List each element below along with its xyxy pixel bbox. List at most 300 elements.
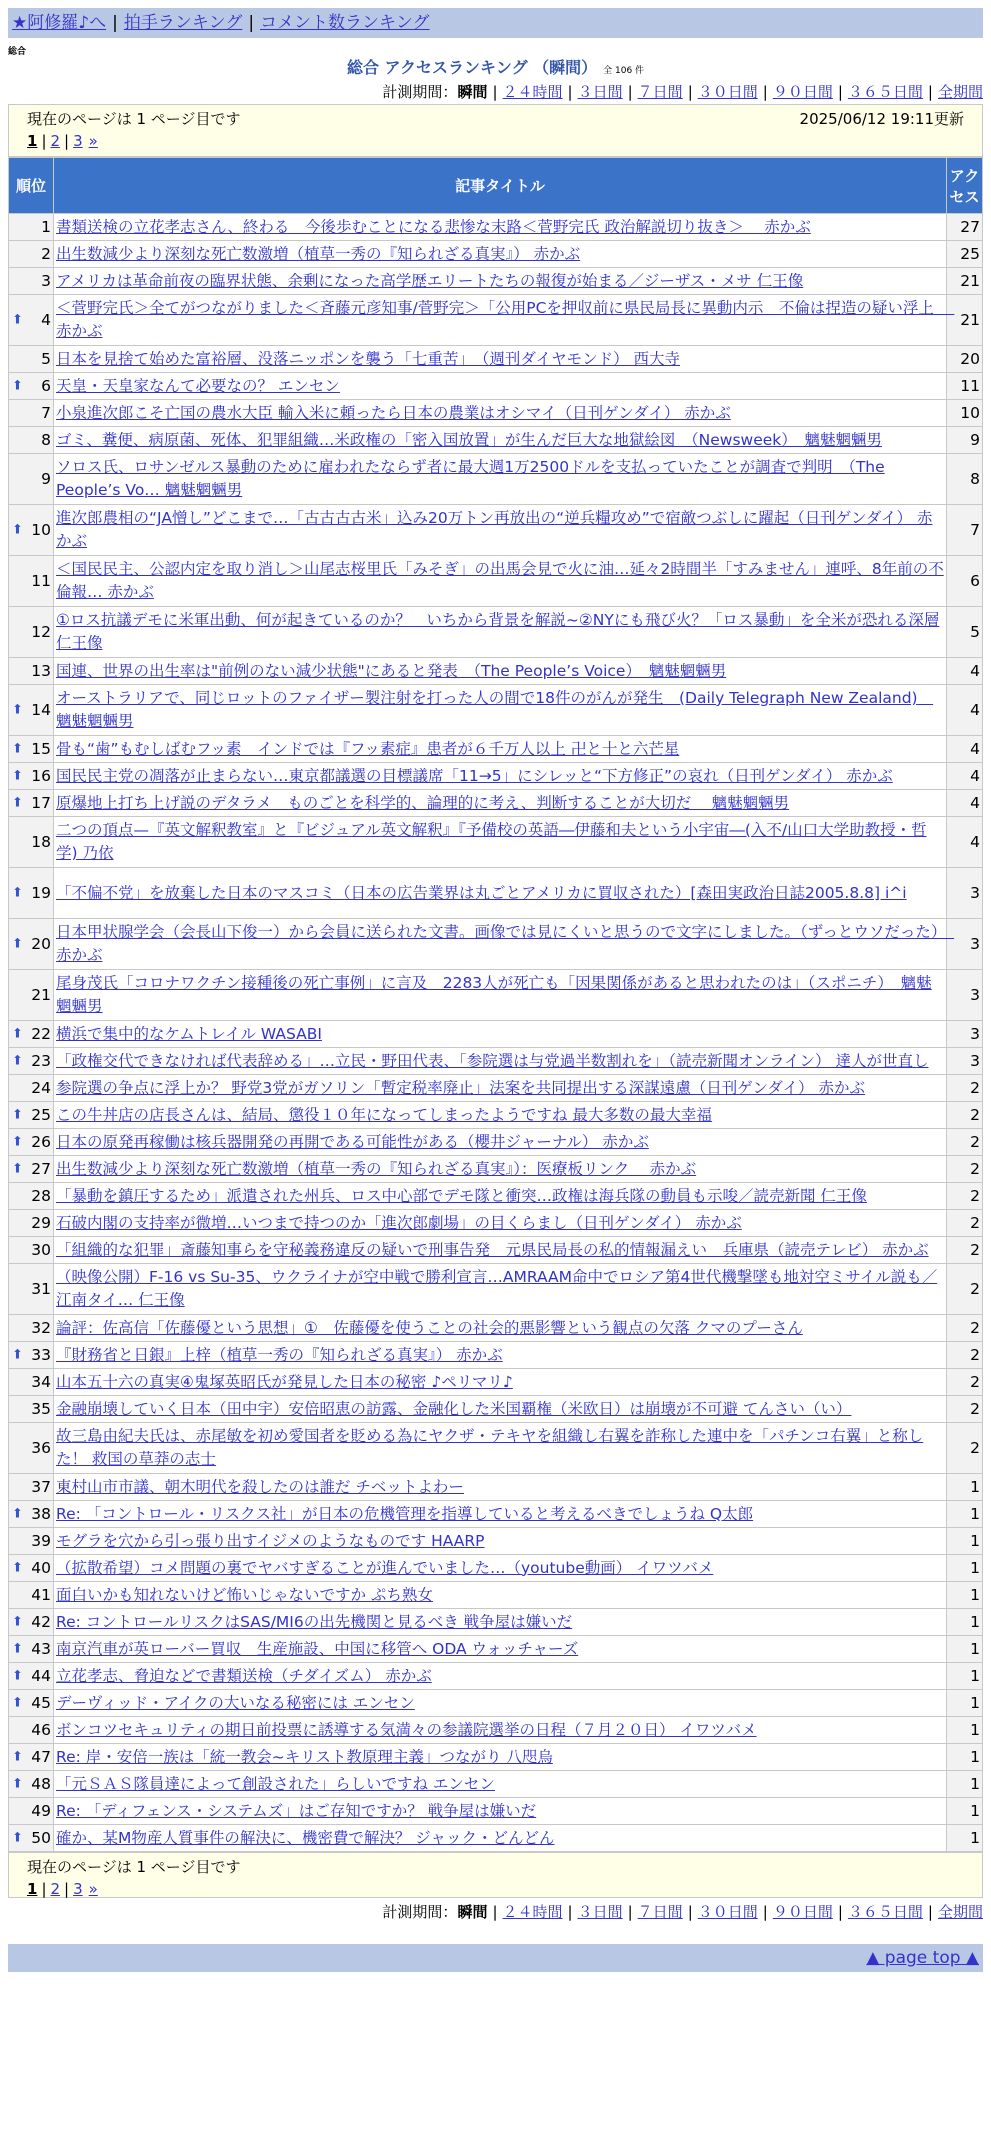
access-count: 6 bbox=[947, 556, 983, 607]
rank-cell bbox=[9, 1102, 54, 1129]
access-count: 2 bbox=[947, 1183, 983, 1210]
table-row bbox=[9, 1156, 983, 1183]
title-cell bbox=[54, 1717, 947, 1744]
rank-number: 43 bbox=[31, 1640, 51, 1658]
rank-number: 36 bbox=[31, 1439, 51, 1457]
up-arrow-icon: ⬆ bbox=[12, 1695, 23, 1711]
article-link[interactable]: 尾身茂氏「コロナワクチン接種後の死亡事例」に言及 2283人が死亡も「因果関係があると思われたのは」（スポニチ） 魑魅魍魎男 bbox=[56, 974, 932, 1015]
period-link[interactable]: ９０日間 bbox=[772, 1903, 833, 1921]
period-separator: | bbox=[837, 1903, 843, 1921]
access-count: 1 bbox=[947, 1663, 983, 1690]
rank-cell bbox=[9, 241, 54, 268]
table-row bbox=[9, 1690, 983, 1717]
rank-number: 35 bbox=[31, 1400, 51, 1418]
article-link[interactable]: 故三島由紀夫氏は、赤尾敏を初め愛国者を貶める為にヤクザ・テキヤを組織し右翼を詐称した連中を「パチンコ右翼」と称した！ 救国の草莽の志士 bbox=[56, 1427, 924, 1468]
title-cell bbox=[54, 1342, 947, 1369]
rank-cell bbox=[9, 1315, 54, 1342]
page-link[interactable]: 3 bbox=[73, 132, 83, 150]
rank-number: 21 bbox=[31, 986, 51, 1004]
article-link[interactable]: 山本五十六の真実④鬼塚英昭氏が発見した日本の秘密 ♪ペリマリ♪ bbox=[56, 1372, 513, 1391]
period-link[interactable]: 全期間 bbox=[937, 83, 983, 101]
next-page-link[interactable]: » bbox=[88, 132, 98, 150]
title-cell bbox=[54, 1048, 947, 1075]
table-row bbox=[9, 1663, 983, 1690]
access-count: 1 bbox=[947, 1771, 983, 1798]
page-top-link[interactable]: ▲ page top ▲ bbox=[866, 1948, 979, 1968]
rank-cell bbox=[9, 1396, 54, 1423]
access-count: 4 bbox=[947, 817, 983, 868]
access-count: 1 bbox=[947, 1555, 983, 1582]
table-row bbox=[9, 763, 983, 790]
access-count: 1 bbox=[947, 1501, 983, 1528]
title-cell bbox=[54, 346, 947, 373]
title-cell bbox=[54, 1501, 947, 1528]
rank-cell bbox=[9, 346, 54, 373]
access-count: 4 bbox=[947, 790, 983, 817]
rank-number: 40 bbox=[31, 1559, 51, 1577]
title-cell bbox=[54, 1582, 947, 1609]
rank-number: 18 bbox=[31, 833, 51, 851]
rank-cell bbox=[9, 295, 54, 346]
article-link[interactable]: 参院選の争点に浮上か？ 野党3党がガソリン「暫定税率廃止」法案を共同提出する深謀遠慮（日刊ゲンダイ） 赤かぶ bbox=[56, 1078, 865, 1097]
access-count: 2 bbox=[947, 1156, 983, 1183]
article-link[interactable]: 面白いかも知れないけど怖いじゃないですか ぷち熟女 bbox=[56, 1585, 433, 1604]
title-cell bbox=[54, 1423, 947, 1474]
article-link[interactable]: 「暴動を鎮圧するため」派遣された州兵、ロス中心部でデモ隊と衝突…政権は海兵隊の動員も示唆／読売新聞 仁王像 bbox=[56, 1186, 867, 1205]
table-row bbox=[9, 1717, 983, 1744]
title-cell bbox=[54, 763, 947, 790]
pager-status-row bbox=[27, 109, 964, 130]
up-arrow-icon: ⬆ bbox=[12, 1107, 23, 1123]
access-count: 5 bbox=[947, 607, 983, 658]
article-link[interactable]: 東村山市市議、朝木明代を殺したのは誰だ チベットよわー bbox=[56, 1477, 464, 1496]
article-link[interactable]: 「組織的な犯罪」斎藤知事らを守秘義務違反の疑いで刑事告発 元県民局長の私的情報漏えい 兵庫県（読売テレビ） 赤かぶ bbox=[56, 1240, 929, 1259]
title-cell bbox=[54, 1102, 947, 1129]
title-cell bbox=[54, 685, 947, 736]
period-separator: | bbox=[687, 83, 693, 101]
title-cell bbox=[54, 214, 947, 241]
access-count: 10 bbox=[947, 400, 983, 427]
rank-number: 14 bbox=[31, 701, 51, 719]
rank-cell bbox=[9, 1183, 54, 1210]
rank-cell bbox=[9, 685, 54, 736]
table-row bbox=[9, 919, 983, 970]
page-link[interactable]: 2 bbox=[50, 1880, 61, 1898]
title-cell bbox=[54, 1075, 947, 1102]
rank-number: 48 bbox=[31, 1775, 51, 1793]
current-page-text: 現在のページは 1 ページ目です bbox=[27, 1858, 241, 1876]
page-separator: | bbox=[64, 132, 70, 150]
rank-number: 49 bbox=[31, 1802, 51, 1820]
article-link[interactable]: 立花孝志、脅迫などで書類送検（チダイズム） 赤かぶ bbox=[56, 1666, 432, 1685]
rank-cell bbox=[9, 736, 54, 763]
ranking-body bbox=[9, 214, 983, 1852]
page-links bbox=[27, 130, 964, 152]
rank-cell bbox=[9, 1129, 54, 1156]
period-separator: | bbox=[567, 1903, 573, 1921]
access-count: 1 bbox=[947, 1825, 983, 1852]
rank-cell bbox=[9, 556, 54, 607]
rank-header: 順位 bbox=[9, 158, 54, 214]
access-count: 3 bbox=[947, 1021, 983, 1048]
rank-cell bbox=[9, 1825, 54, 1852]
ranking-table bbox=[8, 157, 983, 1852]
access-count: 3 bbox=[947, 868, 983, 919]
rank-number: 37 bbox=[31, 1478, 51, 1496]
up-arrow-icon: ⬆ bbox=[12, 795, 23, 811]
access-count: 25 bbox=[947, 241, 983, 268]
period-separator: | bbox=[492, 83, 498, 101]
period-label: 計測期間： bbox=[382, 1903, 458, 1921]
article-link[interactable]: 出生数減少より深刻な死亡数激増（植草一秀の『知られざる真実』）：医療板リンク 赤かぶ bbox=[56, 1159, 697, 1178]
table-row bbox=[9, 1129, 983, 1156]
access-count: 8 bbox=[947, 454, 983, 505]
access-count: 1 bbox=[947, 1744, 983, 1771]
article-link[interactable]: 出生数減少より深刻な死亡数激増（植草一秀の『知られざる真実』） 赤かぶ bbox=[56, 244, 581, 263]
article-link[interactable]: 骨も“歯”もむしばむフッ素 インドでは『フッ素症』患者が６千万人以上 卍と十と六芒星 bbox=[56, 739, 680, 758]
table-row bbox=[9, 1636, 983, 1663]
rank-number: 46 bbox=[31, 1721, 51, 1739]
up-arrow-icon: ⬆ bbox=[12, 522, 23, 538]
article-link[interactable]: ＜国民民主、公認内定を取り消し＞山尾志桜里氏「みそぎ」の出馬会見で火に油…延々2時間半「すみません」連呼、8年前の不倫報… 赤かぶ bbox=[56, 560, 944, 601]
article-link[interactable]: 国民民主党の凋落が止まらない…東京都議選の目標議席「11→5」にシレッと“下方修正”の哀れ（日刊ゲンダイ） 赤かぶ bbox=[56, 766, 893, 785]
table-row bbox=[9, 1582, 983, 1609]
article-link[interactable]: 金融崩壊していく日本（田中宇）安倍昭恵の訪露、金融化した米国覇権（米欧日）は崩壊が不可避 てんさい（い） bbox=[56, 1399, 852, 1418]
up-arrow-icon: ⬆ bbox=[12, 1026, 23, 1042]
table-row bbox=[9, 1771, 983, 1798]
rank-number: 20 bbox=[31, 935, 51, 953]
access-count: 2 bbox=[947, 1369, 983, 1396]
period-link[interactable]: ２４時間 bbox=[502, 1903, 563, 1921]
table-row bbox=[9, 658, 983, 685]
rank-number: 3 bbox=[41, 272, 51, 290]
table-row bbox=[9, 241, 983, 268]
rank-cell bbox=[9, 1237, 54, 1264]
access-count: 7 bbox=[947, 505, 983, 556]
period-current: 瞬間 bbox=[457, 1903, 488, 1921]
current-page-number: 1 bbox=[27, 132, 38, 150]
up-arrow-icon: ⬆ bbox=[12, 1830, 23, 1846]
access-count: 1 bbox=[947, 1798, 983, 1825]
access-count: 27 bbox=[947, 214, 983, 241]
rank-number: 22 bbox=[31, 1025, 51, 1043]
period-link[interactable]: ３０日間 bbox=[697, 1903, 758, 1921]
article-link[interactable]: 論評：佐高信「佐藤優という思想」① 佐藤優を使うことの社会的悪影響という観点の欠落 クマのプーさん bbox=[56, 1318, 803, 1337]
access-count: 1 bbox=[947, 1609, 983, 1636]
access-count: 2 bbox=[947, 1075, 983, 1102]
table-row bbox=[9, 1474, 983, 1501]
access-count: 1 bbox=[947, 1582, 983, 1609]
article-link[interactable]: 「元ＳＡＳ隊員達によって創設された」らしいですね エンセン bbox=[56, 1774, 495, 1793]
table-row bbox=[9, 1075, 983, 1102]
article-link[interactable]: 小泉進次郎こそ亡国の農水大臣 輸入米に頼ったら日本の農業はオシマイ（日刊ゲンダイ） 赤かぶ bbox=[56, 403, 731, 422]
up-arrow-icon: ⬆ bbox=[12, 1134, 23, 1150]
rank-number: 9 bbox=[41, 470, 51, 488]
period-separator: | bbox=[837, 83, 843, 101]
up-arrow-icon: ⬆ bbox=[12, 1161, 23, 1177]
rank-number: 13 bbox=[31, 662, 51, 680]
rank-number: 19 bbox=[31, 884, 51, 902]
rank-number: 29 bbox=[31, 1214, 51, 1232]
table-row bbox=[9, 1501, 983, 1528]
article-link[interactable]: 原爆地上打ち上げ説のデタラメ ものごとを科学的、論理的に考え、判断することが大切だ 魑魅魍魎男 bbox=[56, 793, 790, 812]
article-link[interactable]: 二つの頂点—『英文解釈教室』と『ビジュアル英文解釈』『予備校の英語―伊藤和夫という小宇宙―(入不/山口大学助教授・哲学) 乃依 bbox=[56, 821, 927, 862]
article-link[interactable]: 確か、某M物産人質事件の解決に、機密費で解決？ ジャック・どんどん bbox=[56, 1828, 555, 1847]
table-row bbox=[9, 1555, 983, 1582]
article-link[interactable]: ボンコツセキュリティの期日前投票に誘導する気満々の参議院選挙の日程（７月２０日） イワツバメ bbox=[56, 1720, 757, 1739]
article-link[interactable]: 日本の原発再稼働は核兵器開発の再開である可能性がある（櫻井ジャーナル） 赤かぶ bbox=[56, 1132, 649, 1151]
table-row bbox=[9, 970, 983, 1021]
article-link[interactable]: Re: 岸・安倍一族は「統一教会~キリスト教原理主義」つながり 八咫烏 bbox=[56, 1747, 553, 1766]
up-arrow-icon: ⬆ bbox=[12, 1053, 23, 1069]
access-header: アクセス bbox=[947, 158, 983, 214]
article-link[interactable]: 「政権交代できなければ代表辞める」…立民・野田代表、「参院選は与党過半数割れを」（読売新聞オンライン） 達人が世直し bbox=[56, 1051, 929, 1070]
applause-ranking-link[interactable]: 拍手ランキング bbox=[123, 13, 243, 33]
rank-cell bbox=[9, 763, 54, 790]
rank-cell bbox=[9, 427, 54, 454]
period-link[interactable]: ３６５日間 bbox=[847, 1903, 923, 1921]
table-row bbox=[9, 1744, 983, 1771]
rank-cell bbox=[9, 1717, 54, 1744]
article-link[interactable]: 日本を見捨て始めた富裕層、没落ニッポンを襲う「七重苦」 （週刊ダイヤモンド） 西大寺 bbox=[56, 349, 681, 368]
article-link[interactable]: 横浜で集中的なケムトレイル WASABI bbox=[56, 1024, 322, 1043]
article-link[interactable]: 天皇・天皇家なんて必要なの？ エンセン bbox=[56, 376, 340, 395]
current-page-text: 現在のページは 1 ページ目です bbox=[27, 110, 241, 128]
table-row bbox=[9, 214, 983, 241]
next-page-link[interactable]: » bbox=[88, 1880, 98, 1898]
updated-timestamp: 2025/06/12 19:11更新 bbox=[799, 110, 964, 128]
article-link[interactable]: Re: コントロールリスクはSAS/MI6の出先機関と見るべき 戦争屋は嫌いだ bbox=[56, 1612, 573, 1631]
article-link[interactable]: 国連、世界の出生率は"前例のない減少状態"にあると発表 （The People’s Voice） 魑魅魍魎男 bbox=[56, 661, 727, 680]
period-label: 計測期間： bbox=[382, 83, 458, 101]
article-link[interactable]: 書類送検の立花孝志さん、終わる 今後歩むことになる悲惨な末路＜菅野完氏 政治解説切り抜き＞ 赤かぶ bbox=[56, 217, 811, 236]
access-count: 11 bbox=[947, 373, 983, 400]
rank-cell bbox=[9, 214, 54, 241]
rank-number: 26 bbox=[31, 1133, 51, 1151]
title-cell bbox=[54, 556, 947, 607]
access-count: 3 bbox=[947, 970, 983, 1021]
title-cell bbox=[54, 1744, 947, 1771]
article-link[interactable]: （拡散希望）コメ問題の裏でヤバすぎることが進んでいました…（youtube動画） イワツバメ bbox=[56, 1558, 714, 1577]
access-count: 21 bbox=[947, 295, 983, 346]
rank-cell bbox=[9, 658, 54, 685]
up-arrow-icon: ⬆ bbox=[12, 702, 23, 718]
table-row bbox=[9, 1369, 983, 1396]
up-arrow-icon: ⬆ bbox=[12, 1749, 23, 1765]
table-row bbox=[9, 400, 983, 427]
table-row bbox=[9, 1528, 983, 1555]
up-arrow-icon: ⬆ bbox=[12, 1614, 23, 1630]
article-link[interactable]: Re: 「コントロール・リスクス社」が日本の危機管理を指導していると考えるべきでしょうね Q太郎 bbox=[56, 1504, 754, 1523]
rank-number: 45 bbox=[31, 1694, 51, 1712]
table-row bbox=[9, 1342, 983, 1369]
period-link[interactable]: ９０日間 bbox=[772, 83, 833, 101]
title-cell bbox=[54, 295, 955, 346]
access-count: 1 bbox=[947, 1717, 983, 1744]
page-link[interactable]: 3 bbox=[73, 1880, 83, 1898]
access-count: 4 bbox=[947, 685, 983, 736]
table-row bbox=[9, 1315, 983, 1342]
period-link[interactable]: ３日間 bbox=[577, 1903, 623, 1921]
title-cell bbox=[54, 1237, 947, 1264]
title-cell bbox=[54, 1315, 947, 1342]
access-count: 2 bbox=[947, 1423, 983, 1474]
article-link[interactable]: この牛丼店の店長さんは、結局、懲役１０年になってしまったようですね 最大多数の最大幸福 bbox=[56, 1105, 712, 1124]
page-link[interactable]: 2 bbox=[50, 132, 61, 150]
up-arrow-icon: ⬆ bbox=[12, 885, 23, 901]
rank-cell bbox=[9, 268, 54, 295]
rank-cell bbox=[9, 868, 54, 919]
rank-number: 11 bbox=[31, 572, 51, 590]
period-link[interactable]: ２４時間 bbox=[502, 83, 563, 101]
access-count: 2 bbox=[947, 1210, 983, 1237]
table-row bbox=[9, 295, 983, 346]
article-link[interactable]: ソロス氏、ロサンゼルス暴動のために雇われたならず者に最大週1万2500ドルを支払っていたことが調査で判明 （The People’s Vo… 魑魅魍魎男 bbox=[56, 458, 885, 499]
rank-number: 44 bbox=[31, 1667, 51, 1685]
up-arrow-icon: ⬆ bbox=[12, 1560, 23, 1576]
rank-cell bbox=[9, 1744, 54, 1771]
access-count: 1 bbox=[947, 1474, 983, 1501]
title-cell bbox=[54, 1771, 947, 1798]
title-cell bbox=[54, 1183, 947, 1210]
period-link[interactable]: ３日間 bbox=[577, 83, 623, 101]
rank-cell bbox=[9, 1423, 54, 1474]
rank-number: 24 bbox=[31, 1079, 51, 1097]
rank-cell bbox=[9, 1771, 54, 1798]
article-link[interactable]: 石破内閣の支持率が微増…いつまで持つのか「進次郎劇場」の目くらまし（日刊ゲンダイ） 赤かぶ bbox=[56, 1213, 742, 1232]
title-cell bbox=[54, 241, 947, 268]
page-separator: | bbox=[41, 1880, 47, 1898]
article-link[interactable]: 『財務省と日銀』上梓（植草一秀の『知られざる真実』） 赤かぶ bbox=[56, 1345, 503, 1364]
article-link[interactable]: デーヴィッド・アイクの大いなる秘密には エンセン bbox=[56, 1693, 415, 1712]
title-cell bbox=[54, 790, 947, 817]
title-cell bbox=[54, 1264, 947, 1315]
table-row bbox=[9, 1396, 983, 1423]
article-link[interactable]: ①ロス抗議デモに米軍出動、何が起きているのか？ いちから背景を解説~②NYにも飛び火？「ロス暴動」を全米が恐れる深層 仁王像 bbox=[56, 611, 940, 652]
home-link[interactable]: ★阿修羅♪へ bbox=[12, 13, 107, 33]
period-separator: | bbox=[567, 83, 573, 101]
pager-bottom bbox=[8, 1852, 983, 1898]
access-count: 4 bbox=[947, 658, 983, 685]
title-cell bbox=[54, 817, 947, 868]
rank-number: 12 bbox=[31, 623, 51, 641]
up-arrow-icon: ⬆ bbox=[12, 378, 23, 394]
access-count: 2 bbox=[947, 1396, 983, 1423]
rank-cell bbox=[9, 1555, 54, 1582]
item-count: 全 106 件 bbox=[603, 66, 645, 76]
current-page-number: 1 bbox=[27, 1880, 38, 1898]
article-link[interactable]: Re: 「ディフェンス・システムズ」はご存知ですか？ 戦争屋は嫌いだ bbox=[56, 1801, 537, 1820]
rank-cell bbox=[9, 970, 54, 1021]
rank-cell bbox=[9, 400, 54, 427]
rank-number: 16 bbox=[31, 767, 51, 785]
page-title: 総合 アクセスランキング （瞬間） bbox=[346, 58, 598, 77]
period-link[interactable]: 全期間 bbox=[937, 1903, 983, 1921]
period-selector-bottom bbox=[8, 1900, 983, 1924]
rank-number: 1 bbox=[41, 218, 51, 236]
rank-cell bbox=[9, 1609, 54, 1636]
rank-number: 34 bbox=[31, 1373, 51, 1391]
table-row bbox=[9, 1423, 983, 1474]
article-link[interactable]: 進次郎農相の“JA憎し”どこまで…「古古古古米」込み20万トン再放出の“逆兵糧攻め”で宿敵つぶしに躍起（日刊ゲンダイ） 赤かぶ bbox=[56, 509, 933, 550]
rank-number: 7 bbox=[41, 404, 51, 422]
article-link[interactable]: モグラを穴から引っ張り出すイジメのようなものです HAARP bbox=[56, 1531, 485, 1550]
rank-cell bbox=[9, 1342, 54, 1369]
up-arrow-icon: ⬆ bbox=[12, 741, 23, 757]
rank-number: 42 bbox=[31, 1613, 51, 1631]
rank-cell bbox=[9, 1663, 54, 1690]
table-row bbox=[9, 1609, 983, 1636]
article-link[interactable]: 「不偏不党」を放棄した日本のマスコミ（日本の広告業界は丸ごとアメリカに買収された）[森田実政治日誌2005.8.8] i^i bbox=[56, 883, 907, 902]
pager-top bbox=[8, 104, 983, 157]
article-link[interactable]: ゴミ、糞便、病原菌、死体、犯罪組織…米政権の「密入国放置」が生んだ巨大な地獄絵図 （Newsweek） 魑魅魍魎男 bbox=[56, 430, 882, 449]
article-link[interactable]: ＜菅野完氏＞全てがつながりました＜斉藤元彦知事/菅野完＞「公用PCを押収前に県民局長に異動内示 不倫は捏造の疑い浮上 赤かぶ bbox=[56, 299, 955, 340]
title-cell bbox=[54, 1636, 947, 1663]
table-row bbox=[9, 505, 983, 556]
rank-number: 47 bbox=[31, 1748, 51, 1766]
title-cell bbox=[54, 400, 947, 427]
pager-status-row bbox=[27, 1857, 964, 1878]
table-row bbox=[9, 1264, 983, 1315]
up-arrow-icon: ⬆ bbox=[12, 1776, 23, 1792]
table-row bbox=[9, 1048, 983, 1075]
period-separator: | bbox=[627, 1903, 633, 1921]
title-cell bbox=[54, 505, 947, 556]
article-link[interactable]: オーストラリアで、同じロットのファイザー製注射を打った人の間で18件のがんが発生 (Daily Telegraph New Zealand) 魑魅魍魎男 bbox=[56, 689, 934, 730]
rank-number: 10 bbox=[31, 521, 51, 539]
period-link[interactable]: ３０日間 bbox=[697, 83, 758, 101]
title-cell bbox=[54, 1129, 947, 1156]
article-link[interactable]: （映像公開）F-16 vs Su-35、ウクライナが空中戦で勝利宣言…AMRAAM命中でロシア第4世代機撃墜も地対空ミサイル説も／江南タイ… 仁王像 bbox=[56, 1268, 938, 1309]
rank-number: 28 bbox=[31, 1187, 51, 1205]
access-count: 4 bbox=[947, 763, 983, 790]
rank-number: 38 bbox=[31, 1505, 51, 1523]
up-arrow-icon: ⬆ bbox=[12, 1347, 23, 1363]
rank-number: 30 bbox=[31, 1241, 51, 1259]
title-cell bbox=[54, 1663, 947, 1690]
period-selector-top bbox=[8, 80, 983, 104]
title-cell bbox=[54, 658, 947, 685]
up-arrow-icon: ⬆ bbox=[12, 768, 23, 784]
rank-cell bbox=[9, 454, 54, 505]
article-link[interactable]: 南京汽車が英ローバー買収 生産施設、中国に移管へ ODA ウォッチャーズ bbox=[56, 1639, 579, 1658]
table-row bbox=[9, 1021, 983, 1048]
rank-number: 23 bbox=[31, 1052, 51, 1070]
page-separator: | bbox=[41, 132, 47, 150]
period-link[interactable]: ７日間 bbox=[637, 83, 683, 101]
nav-separator: | bbox=[112, 13, 118, 33]
rank-number: 39 bbox=[31, 1532, 51, 1550]
rank-number: 25 bbox=[31, 1106, 51, 1124]
period-link[interactable]: ３６５日間 bbox=[847, 83, 923, 101]
title-cell bbox=[54, 1021, 947, 1048]
comment-ranking-link[interactable]: コメント数ランキング bbox=[260, 13, 430, 33]
rank-cell bbox=[9, 1798, 54, 1825]
title-cell bbox=[54, 1396, 947, 1423]
title-cell bbox=[54, 1555, 947, 1582]
article-link[interactable]: 日本甲状腺学会（会長山下俊一）から会員に送られた文書。画像では見にくいと思うので文字にしました。（ずっとウソだった） 赤かぶ bbox=[56, 923, 955, 964]
table-row bbox=[9, 1825, 983, 1852]
table-row bbox=[9, 1210, 983, 1237]
rank-number: 5 bbox=[41, 350, 51, 368]
title-header: 記事タイトル bbox=[54, 158, 947, 214]
access-count: 4 bbox=[947, 736, 983, 763]
article-link[interactable]: アメリカは革命前夜の臨界状態、余剰になった高学歴エリートたちの報復が始まる／ジーザス・メサ 仁王像 bbox=[56, 271, 804, 290]
rank-cell bbox=[9, 1474, 54, 1501]
period-link[interactable]: ７日間 bbox=[637, 1903, 683, 1921]
table-row bbox=[9, 817, 983, 868]
title-cell bbox=[54, 1156, 947, 1183]
